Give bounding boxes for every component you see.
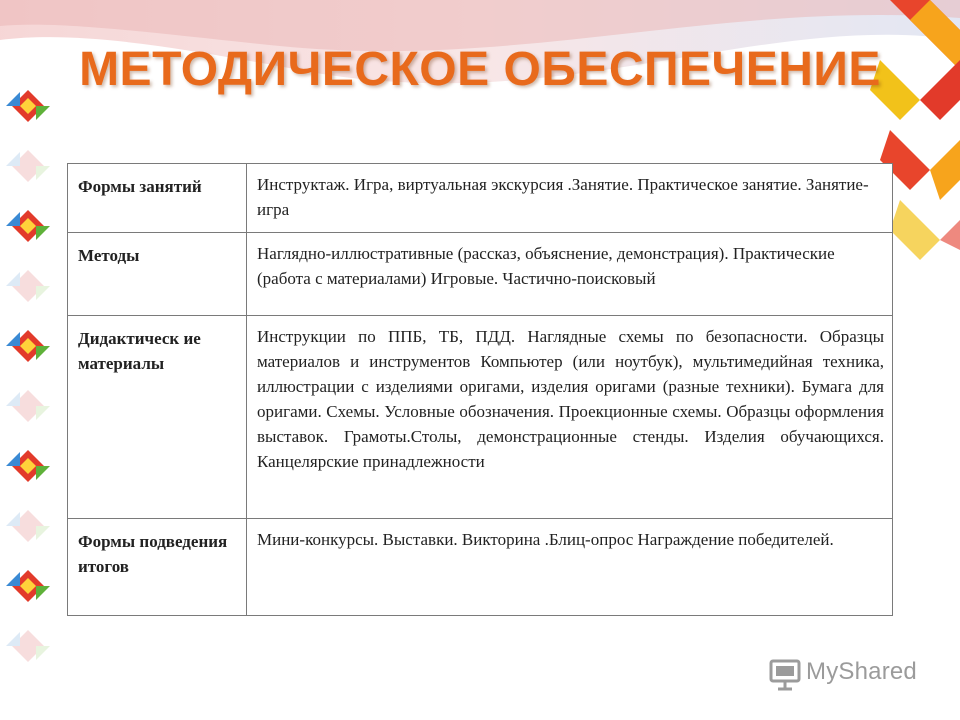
table-row [68,164,893,233]
row-content: Инструкции по ППБ, ТБ, ПДД. Наглядные схемы по безопасности. Образцы материалов и инструментов Компьютер (или ноутбук), мультимедийная техника, иллюстрации с изделиями оригами, изделия оригами (разные техники). Бумага для оригами. Схемы. Условные обозначения. Проекционные схемы. Образцы оформления выставок. Грамоты.Столы, демонстрационные стенды. Изделия обучающихся. Канцелярские принадлежности [247,316,893,519]
watermark-text: MyShared [806,658,917,685]
myshared-watermark [768,656,928,696]
methods-table [67,163,893,616]
presentation-icon [768,658,802,692]
table-row [68,519,893,616]
row-label: Формы занятий [68,164,247,233]
row-content: Мини-конкурсы. Выставки. Викторина .Блиц-опрос Награждение победителей. [247,519,893,616]
left-ornament-column [0,90,60,710]
row-content: Наглядно-иллюстративные (рассказ, объяснение, демонстрация). Практические (работа с материалами) Игровые. Частично-поисковый [247,233,893,316]
row-label: Дидактическ ие материалы [68,316,247,519]
slide-title: МЕТОДИЧЕСКОЕ ОБЕСПЕЧЕНИЕ [79,43,881,96]
table-row [68,316,893,519]
row-content: Инструктаж. Игра, виртуальная экскурсия .Занятие. Практическое занятие. Занятие- игра [247,164,893,233]
row-label: Методы [68,233,247,316]
row-label: Формы подведения итогов [68,519,247,616]
table-row [68,233,893,316]
